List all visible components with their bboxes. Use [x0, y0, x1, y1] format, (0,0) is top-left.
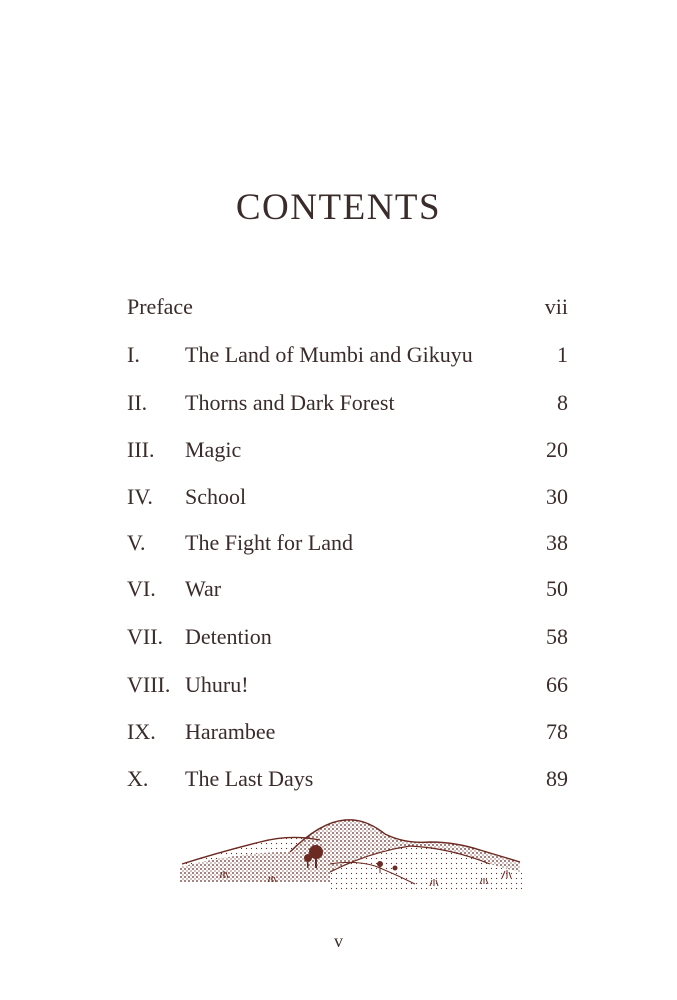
- toc-entry-title: The Last Days: [185, 766, 314, 791]
- hills-illustration: [180, 812, 525, 897]
- toc-row-chapter-10[interactable]: [127, 764, 568, 794]
- toc-row-preface[interactable]: [127, 292, 568, 322]
- toc-page-number: 58: [546, 624, 568, 649]
- toc-page-number: 78: [546, 719, 568, 744]
- toc-entry-title: School: [185, 484, 247, 509]
- toc-page-number: 20: [546, 437, 568, 462]
- toc-chapter-number: III.: [127, 437, 155, 462]
- toc-entry-title: Detention: [185, 624, 272, 649]
- toc-chapter-number: IV.: [127, 484, 153, 509]
- toc-entry-title: Magic: [185, 437, 242, 462]
- toc-row-chapter-9[interactable]: [127, 717, 568, 747]
- toc-entry-title: Harambee: [185, 719, 276, 744]
- toc-row-chapter-2[interactable]: [127, 388, 568, 418]
- toc-entry-title: Thorns and Dark Forest: [185, 390, 395, 415]
- toc-row-chapter-6[interactable]: [127, 574, 568, 604]
- toc-page-number: 66: [546, 672, 568, 697]
- toc-entry-title: The Land of Mumbi and Gikuyu: [185, 342, 473, 367]
- toc-entry-title: The Fight for Land: [185, 530, 354, 555]
- toc-row-chapter-5[interactable]: [127, 528, 568, 558]
- toc-row-chapter-3[interactable]: [127, 435, 568, 465]
- toc-chapter-number: I.: [127, 342, 140, 367]
- toc-chapter-number: V.: [127, 530, 146, 555]
- toc-row-chapter-1[interactable]: [127, 340, 568, 370]
- toc-page-number: 8: [557, 390, 568, 415]
- toc-row-chapter-8[interactable]: [127, 670, 568, 700]
- page-title: CONTENTS: [235, 187, 442, 228]
- landscape-vignette-icon: [180, 812, 525, 897]
- toc-row-chapter-7[interactable]: [127, 622, 568, 652]
- toc-chapter-number: X.: [127, 766, 149, 791]
- toc-page-number: 50: [546, 576, 568, 601]
- toc-entry-title: Preface: [127, 294, 193, 319]
- toc-chapter-number: II.: [127, 390, 148, 415]
- toc-chapter-number: VII.: [127, 624, 164, 649]
- toc-page-number: 30: [546, 484, 568, 509]
- toc-entry-title: War: [185, 576, 222, 601]
- toc-page-number: 38: [546, 530, 568, 555]
- toc-chapter-number: IX.: [127, 719, 156, 744]
- page-number: v: [334, 931, 343, 951]
- toc-row-chapter-4[interactable]: [127, 482, 568, 512]
- toc-chapter-number: VIII.: [127, 672, 171, 697]
- toc-page-number: vii: [544, 294, 568, 319]
- toc-chapter-number: VI.: [127, 576, 156, 601]
- toc-page-number: 89: [546, 766, 568, 791]
- toc-entry-title: Uhuru!: [185, 672, 249, 697]
- toc-page-number: 1: [557, 342, 568, 367]
